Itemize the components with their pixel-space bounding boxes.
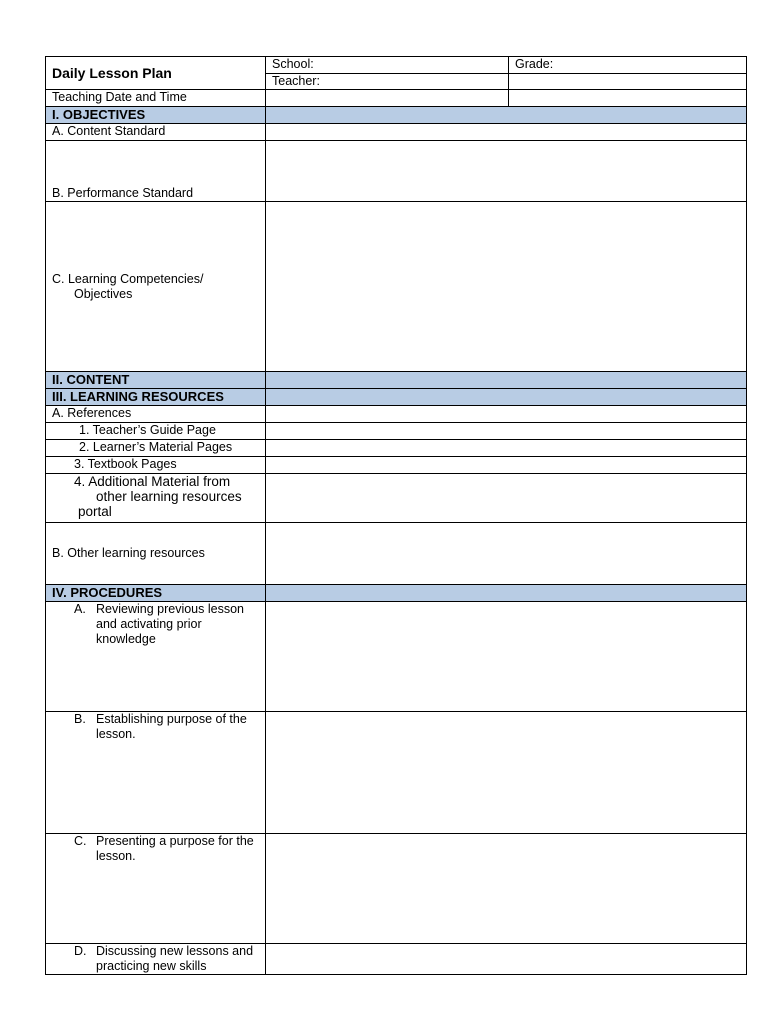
references-field[interactable]	[266, 406, 747, 423]
procedure-b-letter: B.	[74, 712, 86, 726]
school-label: School:	[266, 57, 509, 74]
procedure-c-label	[46, 834, 266, 944]
teacher-extra-field[interactable]	[509, 74, 747, 90]
additional-material-line1: 4. Additional Material from	[74, 474, 231, 489]
teachers-guide-field[interactable]	[266, 423, 747, 440]
additional-material-label	[46, 474, 266, 523]
grade-label: Grade:	[509, 57, 747, 74]
procedure-b-label	[46, 712, 266, 834]
content-heading: II. CONTENT	[46, 372, 266, 389]
procedures-heading: IV. PROCEDURES	[46, 585, 266, 602]
learning-resources-heading: III. LEARNING RESOURCES	[46, 389, 266, 406]
procedure-c-letter: C.	[74, 834, 87, 848]
procedure-a-text: Reviewing previous lesson and activating prior knowledge	[96, 602, 244, 646]
objectives-heading-fill	[266, 107, 747, 124]
procedure-d-text: Discussing new lessons and practicing new skills	[96, 944, 254, 973]
learning-competencies-label	[46, 202, 266, 372]
textbook-pages-field[interactable]	[266, 457, 747, 474]
lesson-plan-page	[45, 56, 746, 975]
performance-standard-label: B. Performance Standard	[46, 141, 266, 202]
content-heading-fill	[266, 372, 747, 389]
content-standard-field[interactable]	[266, 124, 747, 141]
teacher-label: Teacher:	[266, 74, 509, 90]
additional-material-line3: portal	[78, 504, 112, 519]
learning-competencies-field[interactable]	[266, 202, 747, 372]
textbook-pages-label: 3. Textbook Pages	[46, 457, 266, 474]
learners-material-field[interactable]	[266, 440, 747, 457]
procedure-c-text: Presenting a purpose for the lesson.	[96, 834, 254, 863]
procedure-b-text: Establishing purpose of the lesson.	[96, 712, 247, 741]
procedure-d-letter: D.	[74, 944, 87, 958]
procedure-c-field[interactable]	[266, 834, 747, 944]
procedure-a-field[interactable]	[266, 602, 747, 712]
performance-standard-field[interactable]	[266, 141, 747, 202]
teaching-date-field[interactable]	[266, 90, 509, 107]
other-resources-field[interactable]	[266, 523, 747, 585]
learning-competencies-line2: Objectives	[74, 286, 133, 301]
procedure-a-letter: A.	[74, 602, 86, 616]
procedure-d-field[interactable]	[266, 944, 747, 975]
teaching-date-time-label: Teaching Date and Time	[46, 90, 266, 107]
learning-competencies-line1: C. Learning Competencies/	[52, 271, 204, 286]
teachers-guide-label: 1. Teacher’s Guide Page	[46, 423, 266, 440]
learners-material-label: 2. Learner’s Material Pages	[46, 440, 266, 457]
objectives-heading: I. OBJECTIVES	[46, 107, 266, 124]
procedure-b-field[interactable]	[266, 712, 747, 834]
additional-material-line2: other learning resources	[96, 489, 242, 504]
references-label: A. References	[46, 406, 266, 423]
content-standard-label: A. Content Standard	[46, 124, 266, 141]
procedures-heading-fill	[266, 585, 747, 602]
procedure-d-label	[46, 944, 266, 975]
other-resources-label: B. Other learning resources	[46, 523, 266, 585]
teaching-time-field[interactable]	[509, 90, 747, 107]
learning-resources-heading-fill	[266, 389, 747, 406]
daily-lesson-plan-table	[45, 56, 747, 975]
additional-material-field[interactable]	[266, 474, 747, 523]
plan-title: Daily Lesson Plan	[46, 57, 266, 90]
procedure-a-label	[46, 602, 266, 712]
